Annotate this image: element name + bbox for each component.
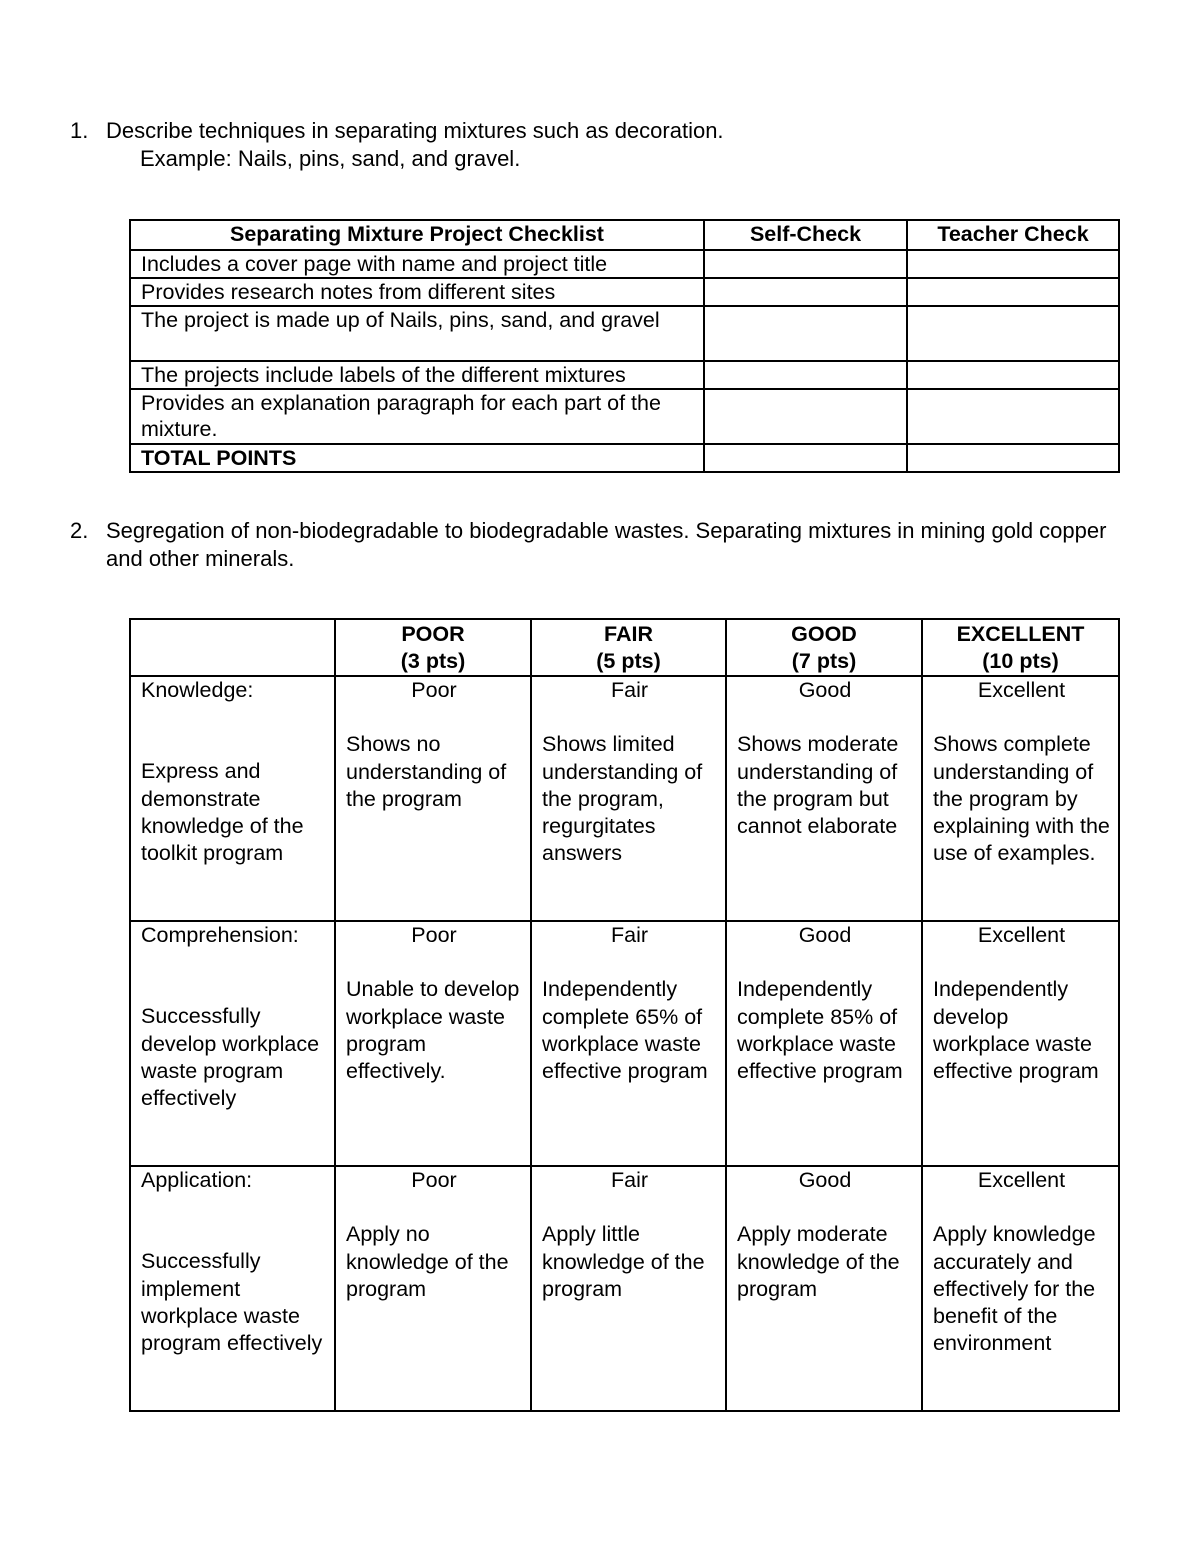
self-check-cell[interactable] xyxy=(704,306,907,361)
cell-level: Good xyxy=(798,923,852,947)
cell-level: Poor xyxy=(411,923,457,947)
rubric-table xyxy=(129,618,1120,1412)
rubric-cell-good xyxy=(726,676,922,921)
cell-level: Excellent xyxy=(977,678,1066,702)
teacher-check-cell[interactable] xyxy=(907,250,1119,278)
rubric-cell-good xyxy=(726,921,922,1166)
rubric-header-row xyxy=(130,619,1119,676)
cell-text: Apply no knowledge of the program xyxy=(346,1222,509,1301)
checklist-row xyxy=(130,389,1119,444)
rubric-cell-fair xyxy=(531,1166,726,1411)
self-check-total-cell[interactable] xyxy=(704,444,907,472)
criterion-cell xyxy=(130,1166,335,1411)
self-check-cell[interactable] xyxy=(704,278,907,306)
checklist-header-self-check: Self-Check xyxy=(704,220,907,250)
cell-level: Fair xyxy=(610,923,649,947)
rubric-row-comprehension xyxy=(130,921,1119,1166)
checklist-item-label: Includes a cover page with name and project title xyxy=(130,250,704,278)
rubric-header-good xyxy=(726,619,922,676)
cell-level: Fair xyxy=(610,1168,649,1192)
project-checklist-table xyxy=(129,219,1120,473)
checklist-row xyxy=(130,278,1119,306)
question-1-example: Example: Nails, pins, sand, and gravel. xyxy=(140,146,521,171)
teacher-check-cell[interactable] xyxy=(907,389,1119,444)
level-name: GOOD xyxy=(791,622,857,646)
cell-text: Independently develop workplace waste effective program xyxy=(933,977,1099,1084)
cell-text: Shows limited understanding of the program, regurgitates answers xyxy=(542,732,703,866)
cell-text: Shows no understanding of the program xyxy=(346,732,507,811)
question-2-number: 2. xyxy=(70,518,89,543)
rubric-header-empty xyxy=(130,619,335,676)
rubric-header-excellent xyxy=(922,619,1119,676)
cell-level: Excellent xyxy=(977,923,1066,947)
checklist-row xyxy=(130,306,1119,361)
cell-text: Shows complete understanding of the program by explaining with the use of examples. xyxy=(933,732,1110,866)
checklist-item-label: The projects include labels of the different mixtures xyxy=(130,361,704,389)
checklist-item-label: Provides an explanation paragraph for each part of the mixture. xyxy=(130,389,704,444)
rubric-row-knowledge xyxy=(130,676,1119,921)
question-1-number: 1. xyxy=(70,118,89,143)
cell-text: Apply knowledge accurately and effectively for the benefit of the environment xyxy=(933,1222,1096,1356)
cell-text: Shows moderate understanding of the program but cannot elaborate xyxy=(737,732,899,839)
rubric-cell-excellent xyxy=(922,1166,1119,1411)
criterion-cell xyxy=(130,676,335,921)
rubric-cell-poor xyxy=(335,676,531,921)
rubric-cell-poor xyxy=(335,921,531,1166)
criterion-label: Comprehension: xyxy=(141,923,299,947)
cell-text: Unable to develop workplace waste program effectively. xyxy=(346,977,520,1084)
cell-level: Poor xyxy=(411,1168,457,1192)
rubric-cell-fair xyxy=(531,921,726,1166)
rubric-cell-poor xyxy=(335,1166,531,1411)
criterion-description: Express and demonstrate knowledge of the toolkit program xyxy=(141,759,304,866)
level-points: (5 pts) xyxy=(596,649,661,673)
level-name: POOR xyxy=(401,622,465,646)
criterion-label: Application: xyxy=(141,1168,253,1192)
rubric-row-application xyxy=(130,1166,1119,1411)
cell-text: Apply moderate knowledge of the program xyxy=(737,1222,900,1301)
cell-text: Independently complete 65% of workplace waste effective program xyxy=(542,977,708,1084)
teacher-check-cell[interactable] xyxy=(907,306,1119,361)
checklist-header-row xyxy=(130,220,1119,250)
level-name: EXCELLENT xyxy=(956,622,1085,646)
checklist-row xyxy=(130,361,1119,389)
checklist-header-title: Separating Mixture Project Checklist xyxy=(130,220,704,250)
rubric-cell-excellent xyxy=(922,921,1119,1166)
question-2-text: Segregation of non-biodegradable to biodegradable wastes. Separating mixtures in mining gold copper and other minerals. xyxy=(106,518,1107,571)
checklist-header-teacher-check: Teacher Check xyxy=(907,220,1119,250)
criterion-cell xyxy=(130,921,335,1166)
checklist-item-label: The project is made up of Nails, pins, sand, and gravel xyxy=(130,306,704,361)
teacher-check-cell[interactable] xyxy=(907,361,1119,389)
self-check-cell[interactable] xyxy=(704,250,907,278)
cell-level: Good xyxy=(798,1168,852,1192)
cell-level: Excellent xyxy=(977,1168,1066,1192)
rubric-cell-good xyxy=(726,1166,922,1411)
teacher-check-total-cell[interactable] xyxy=(907,444,1119,472)
rubric-cell-fair xyxy=(531,676,726,921)
checklist-item-label: Provides research notes from different sites xyxy=(130,278,704,306)
criterion-label: Knowledge: xyxy=(141,678,254,702)
cell-level: Fair xyxy=(610,678,649,702)
teacher-check-cell[interactable] xyxy=(907,278,1119,306)
self-check-cell[interactable] xyxy=(704,389,907,444)
cell-level: Poor xyxy=(411,678,457,702)
level-points: (3 pts) xyxy=(400,649,466,673)
criterion-description: Successfully develop workplace waste program effectively xyxy=(141,1004,320,1111)
question-1-text: Describe techniques in separating mixtures such as decoration. xyxy=(106,118,724,143)
self-check-cell[interactable] xyxy=(704,361,907,389)
level-name: FAIR xyxy=(604,622,653,646)
criterion-description: Successfully implement workplace waste program effectively xyxy=(141,1249,323,1356)
rubric-cell-excellent xyxy=(922,676,1119,921)
cell-level: Good xyxy=(798,678,852,702)
level-points: (10 pts) xyxy=(982,649,1059,673)
checklist-row xyxy=(130,250,1119,278)
total-points-label: TOTAL POINTS xyxy=(130,444,704,472)
level-points: (7 pts) xyxy=(791,649,857,673)
checklist-total-row xyxy=(130,444,1119,472)
cell-text: Independently complete 85% of workplace waste effective program xyxy=(737,977,903,1084)
rubric-header-fair xyxy=(531,619,726,676)
cell-text: Apply little knowledge of the program xyxy=(542,1222,705,1301)
rubric-header-poor xyxy=(335,619,531,676)
